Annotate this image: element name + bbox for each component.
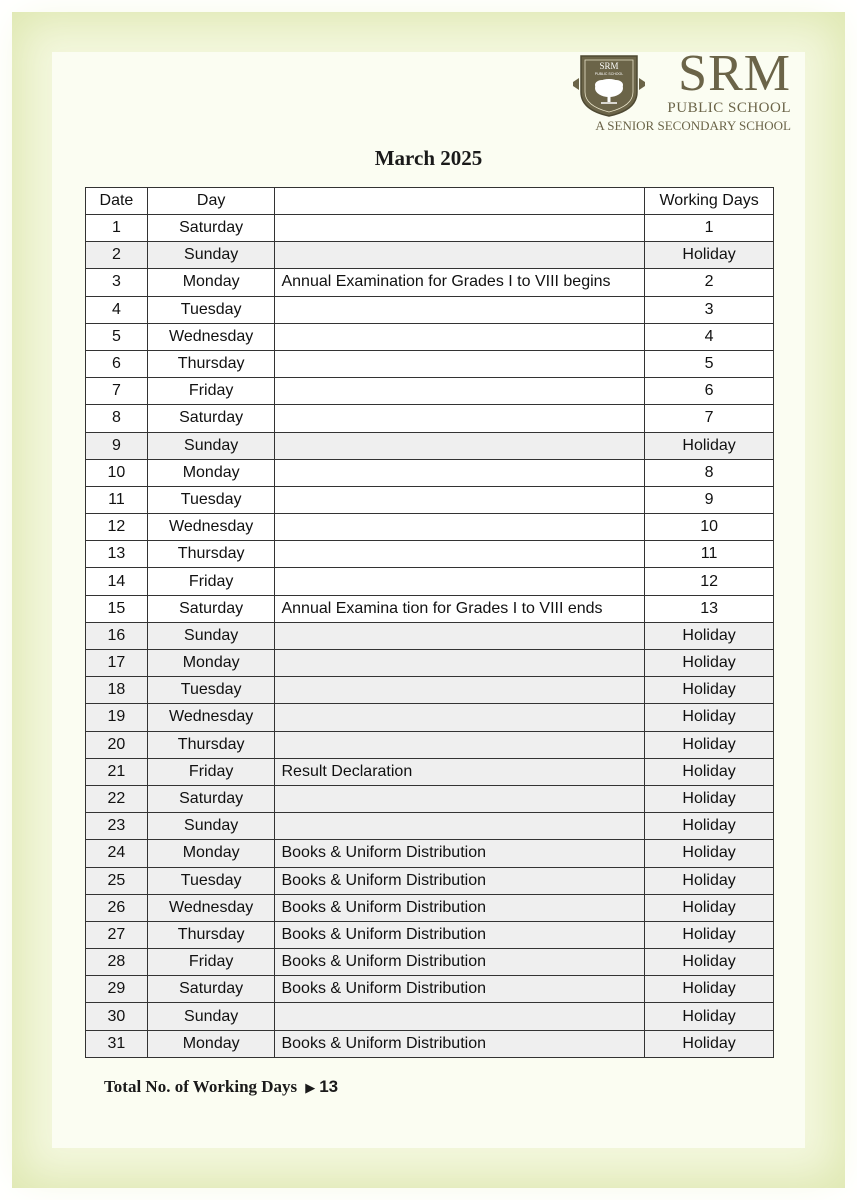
table-row <box>86 296 774 323</box>
event-cell: Books & Uniform Distribution <box>275 1030 645 1057</box>
total-value: 13 <box>319 1077 339 1096</box>
event-cell: Books & Uniform Distribution <box>275 894 645 921</box>
school-tagline: A SENIOR SECONDARY SCHOOL <box>595 118 791 133</box>
working-day-cell: Holiday <box>645 622 774 649</box>
working-day-cell: 10 <box>645 514 774 541</box>
date-cell: 19 <box>86 704 148 731</box>
working-day-cell: 7 <box>645 405 774 432</box>
table-row <box>86 1003 774 1030</box>
day-cell: Thursday <box>147 731 275 758</box>
working-day-cell: Holiday <box>645 867 774 894</box>
date-cell: 5 <box>86 323 148 350</box>
event-cell <box>275 323 645 350</box>
day-cell: Thursday <box>147 541 275 568</box>
event-cell: Books & Uniform Distribution <box>275 840 645 867</box>
date-cell: 3 <box>86 269 148 296</box>
event-cell <box>275 813 645 840</box>
school-crest-icon <box>571 52 647 118</box>
working-day-cell: Holiday <box>645 1030 774 1057</box>
page-title: March 2025 <box>374 146 483 170</box>
date-cell: 4 <box>86 296 148 323</box>
school-name: SRM <box>678 45 791 102</box>
day-cell: Saturday <box>147 595 275 622</box>
working-day-cell: Holiday <box>645 1003 774 1030</box>
day-cell: Sunday <box>147 1003 275 1030</box>
day-cell: Wednesday <box>147 323 275 350</box>
date-cell: 14 <box>86 568 148 595</box>
day-cell: Sunday <box>147 242 275 269</box>
header-event <box>275 188 645 215</box>
day-cell: Monday <box>147 650 275 677</box>
date-cell: 6 <box>86 350 148 377</box>
date-cell: 18 <box>86 677 148 704</box>
date-cell: 9 <box>86 432 148 459</box>
event-cell: Books & Uniform Distribution <box>275 921 645 948</box>
day-cell: Monday <box>147 269 275 296</box>
day-cell: Wednesday <box>147 704 275 731</box>
event-cell <box>275 215 645 242</box>
day-cell: Monday <box>147 1030 275 1057</box>
table-row <box>86 758 774 785</box>
table-row <box>86 976 774 1003</box>
date-cell: 21 <box>86 758 148 785</box>
table-row <box>86 541 774 568</box>
working-day-cell: Holiday <box>645 949 774 976</box>
date-cell: 28 <box>86 949 148 976</box>
day-cell: Monday <box>147 459 275 486</box>
working-day-cell: 5 <box>645 350 774 377</box>
date-cell: 16 <box>86 622 148 649</box>
calendar-body <box>86 215 774 1058</box>
event-cell <box>275 677 645 704</box>
event-cell <box>275 242 645 269</box>
calendar-table <box>85 187 774 1058</box>
event-cell <box>275 432 645 459</box>
day-cell: Thursday <box>147 921 275 948</box>
event-cell <box>275 296 645 323</box>
event-cell <box>275 459 645 486</box>
triangle-right-icon: ▶ <box>305 1081 316 1096</box>
event-cell <box>275 378 645 405</box>
working-day-cell: 1 <box>645 215 774 242</box>
event-cell: Books & Uniform Distribution <box>275 867 645 894</box>
table-row <box>86 921 774 948</box>
event-cell <box>275 622 645 649</box>
event-cell <box>275 514 645 541</box>
table-row <box>86 595 774 622</box>
table-row <box>86 1030 774 1057</box>
working-day-cell: 6 <box>645 378 774 405</box>
date-cell: 7 <box>86 378 148 405</box>
day-cell: Friday <box>147 758 275 785</box>
working-day-cell: 3 <box>645 296 774 323</box>
total-label: Total No. of Working Days <box>104 1077 298 1096</box>
day-cell: Thursday <box>147 350 275 377</box>
table-row <box>86 813 774 840</box>
day-cell: Tuesday <box>147 486 275 513</box>
table-row <box>86 650 774 677</box>
event-cell: Result Declaration <box>275 758 645 785</box>
table-row <box>86 405 774 432</box>
table-row <box>86 242 774 269</box>
working-day-cell: Holiday <box>645 677 774 704</box>
date-cell: 17 <box>86 650 148 677</box>
date-cell: 26 <box>86 894 148 921</box>
event-cell <box>275 486 645 513</box>
working-day-cell: Holiday <box>645 432 774 459</box>
day-cell: Tuesday <box>147 296 275 323</box>
school-logo <box>571 45 791 136</box>
working-day-cell: Holiday <box>645 758 774 785</box>
event-cell <box>275 541 645 568</box>
day-cell: Wednesday <box>147 894 275 921</box>
working-day-cell: Holiday <box>645 813 774 840</box>
table-row <box>86 949 774 976</box>
day-cell: Saturday <box>147 785 275 812</box>
date-cell: 23 <box>86 813 148 840</box>
day-cell: Saturday <box>147 976 275 1003</box>
event-cell <box>275 568 645 595</box>
date-cell: 1 <box>86 215 148 242</box>
table-row <box>86 514 774 541</box>
working-day-cell: Holiday <box>645 731 774 758</box>
day-cell: Sunday <box>147 813 275 840</box>
date-cell: 2 <box>86 242 148 269</box>
day-cell: Sunday <box>147 432 275 459</box>
table-row <box>86 867 774 894</box>
day-cell: Saturday <box>147 215 275 242</box>
table-row <box>86 894 774 921</box>
date-cell: 25 <box>86 867 148 894</box>
table-row <box>86 378 774 405</box>
header-day: Day <box>147 188 275 215</box>
day-cell: Friday <box>147 568 275 595</box>
event-cell: Annual Examination for Grades I to VIII begins <box>275 269 645 296</box>
working-day-cell: Holiday <box>645 785 774 812</box>
day-cell: Wednesday <box>147 514 275 541</box>
table-header-row <box>86 188 774 215</box>
table-row <box>86 459 774 486</box>
date-cell: 13 <box>86 541 148 568</box>
day-cell: Tuesday <box>147 677 275 704</box>
event-cell: Books & Uniform Distribution <box>275 976 645 1003</box>
event-cell <box>275 350 645 377</box>
event-cell <box>275 704 645 731</box>
table-row <box>86 432 774 459</box>
working-day-cell: Holiday <box>645 840 774 867</box>
event-cell <box>275 731 645 758</box>
working-day-cell: Holiday <box>645 894 774 921</box>
table-row <box>86 486 774 513</box>
working-day-cell: Holiday <box>645 242 774 269</box>
date-cell: 22 <box>86 785 148 812</box>
working-day-cell: Holiday <box>645 921 774 948</box>
table-row <box>86 677 774 704</box>
event-cell <box>275 1003 645 1030</box>
table-row <box>86 731 774 758</box>
date-cell: 11 <box>86 486 148 513</box>
day-cell: Friday <box>147 378 275 405</box>
date-cell: 24 <box>86 840 148 867</box>
crest-subtext: PUBLIC SCHOOL <box>594 72 624 76</box>
day-cell: Sunday <box>147 622 275 649</box>
table-row <box>86 269 774 296</box>
date-cell: 10 <box>86 459 148 486</box>
working-day-cell: Holiday <box>645 976 774 1003</box>
table-row <box>86 350 774 377</box>
working-day-cell: 4 <box>645 323 774 350</box>
working-day-cell: 2 <box>645 269 774 296</box>
working-day-cell: Holiday <box>645 650 774 677</box>
table-row <box>86 785 774 812</box>
event-cell: Annual Examina tion for Grades I to VIII ends <box>275 595 645 622</box>
working-day-cell: 9 <box>645 486 774 513</box>
crest-text: SRM <box>599 61 619 71</box>
header-working-days: Working Days <box>645 188 774 215</box>
table-row <box>86 704 774 731</box>
event-cell <box>275 785 645 812</box>
working-day-cell: 13 <box>645 595 774 622</box>
table-row <box>86 622 774 649</box>
day-cell: Monday <box>147 840 275 867</box>
table-row <box>86 840 774 867</box>
date-cell: 8 <box>86 405 148 432</box>
table-row <box>86 215 774 242</box>
date-cell: 30 <box>86 1003 148 1030</box>
date-cell: 29 <box>86 976 148 1003</box>
event-cell <box>275 405 645 432</box>
date-cell: 20 <box>86 731 148 758</box>
table-row <box>86 323 774 350</box>
day-cell: Friday <box>147 949 275 976</box>
table-row <box>86 568 774 595</box>
working-day-cell: 11 <box>645 541 774 568</box>
working-day-cell: 8 <box>645 459 774 486</box>
date-cell: 27 <box>86 921 148 948</box>
working-day-cell: Holiday <box>645 704 774 731</box>
day-cell: Tuesday <box>147 867 275 894</box>
working-day-cell: 12 <box>645 568 774 595</box>
date-cell: 12 <box>86 514 148 541</box>
school-subtitle: PUBLIC SCHOOL <box>667 100 791 116</box>
date-cell: 31 <box>86 1030 148 1057</box>
event-cell: Books & Uniform Distribution <box>275 949 645 976</box>
date-cell: 15 <box>86 595 148 622</box>
total-working-days <box>104 1077 338 1097</box>
event-cell <box>275 650 645 677</box>
header-date: Date <box>86 188 148 215</box>
day-cell: Saturday <box>147 405 275 432</box>
